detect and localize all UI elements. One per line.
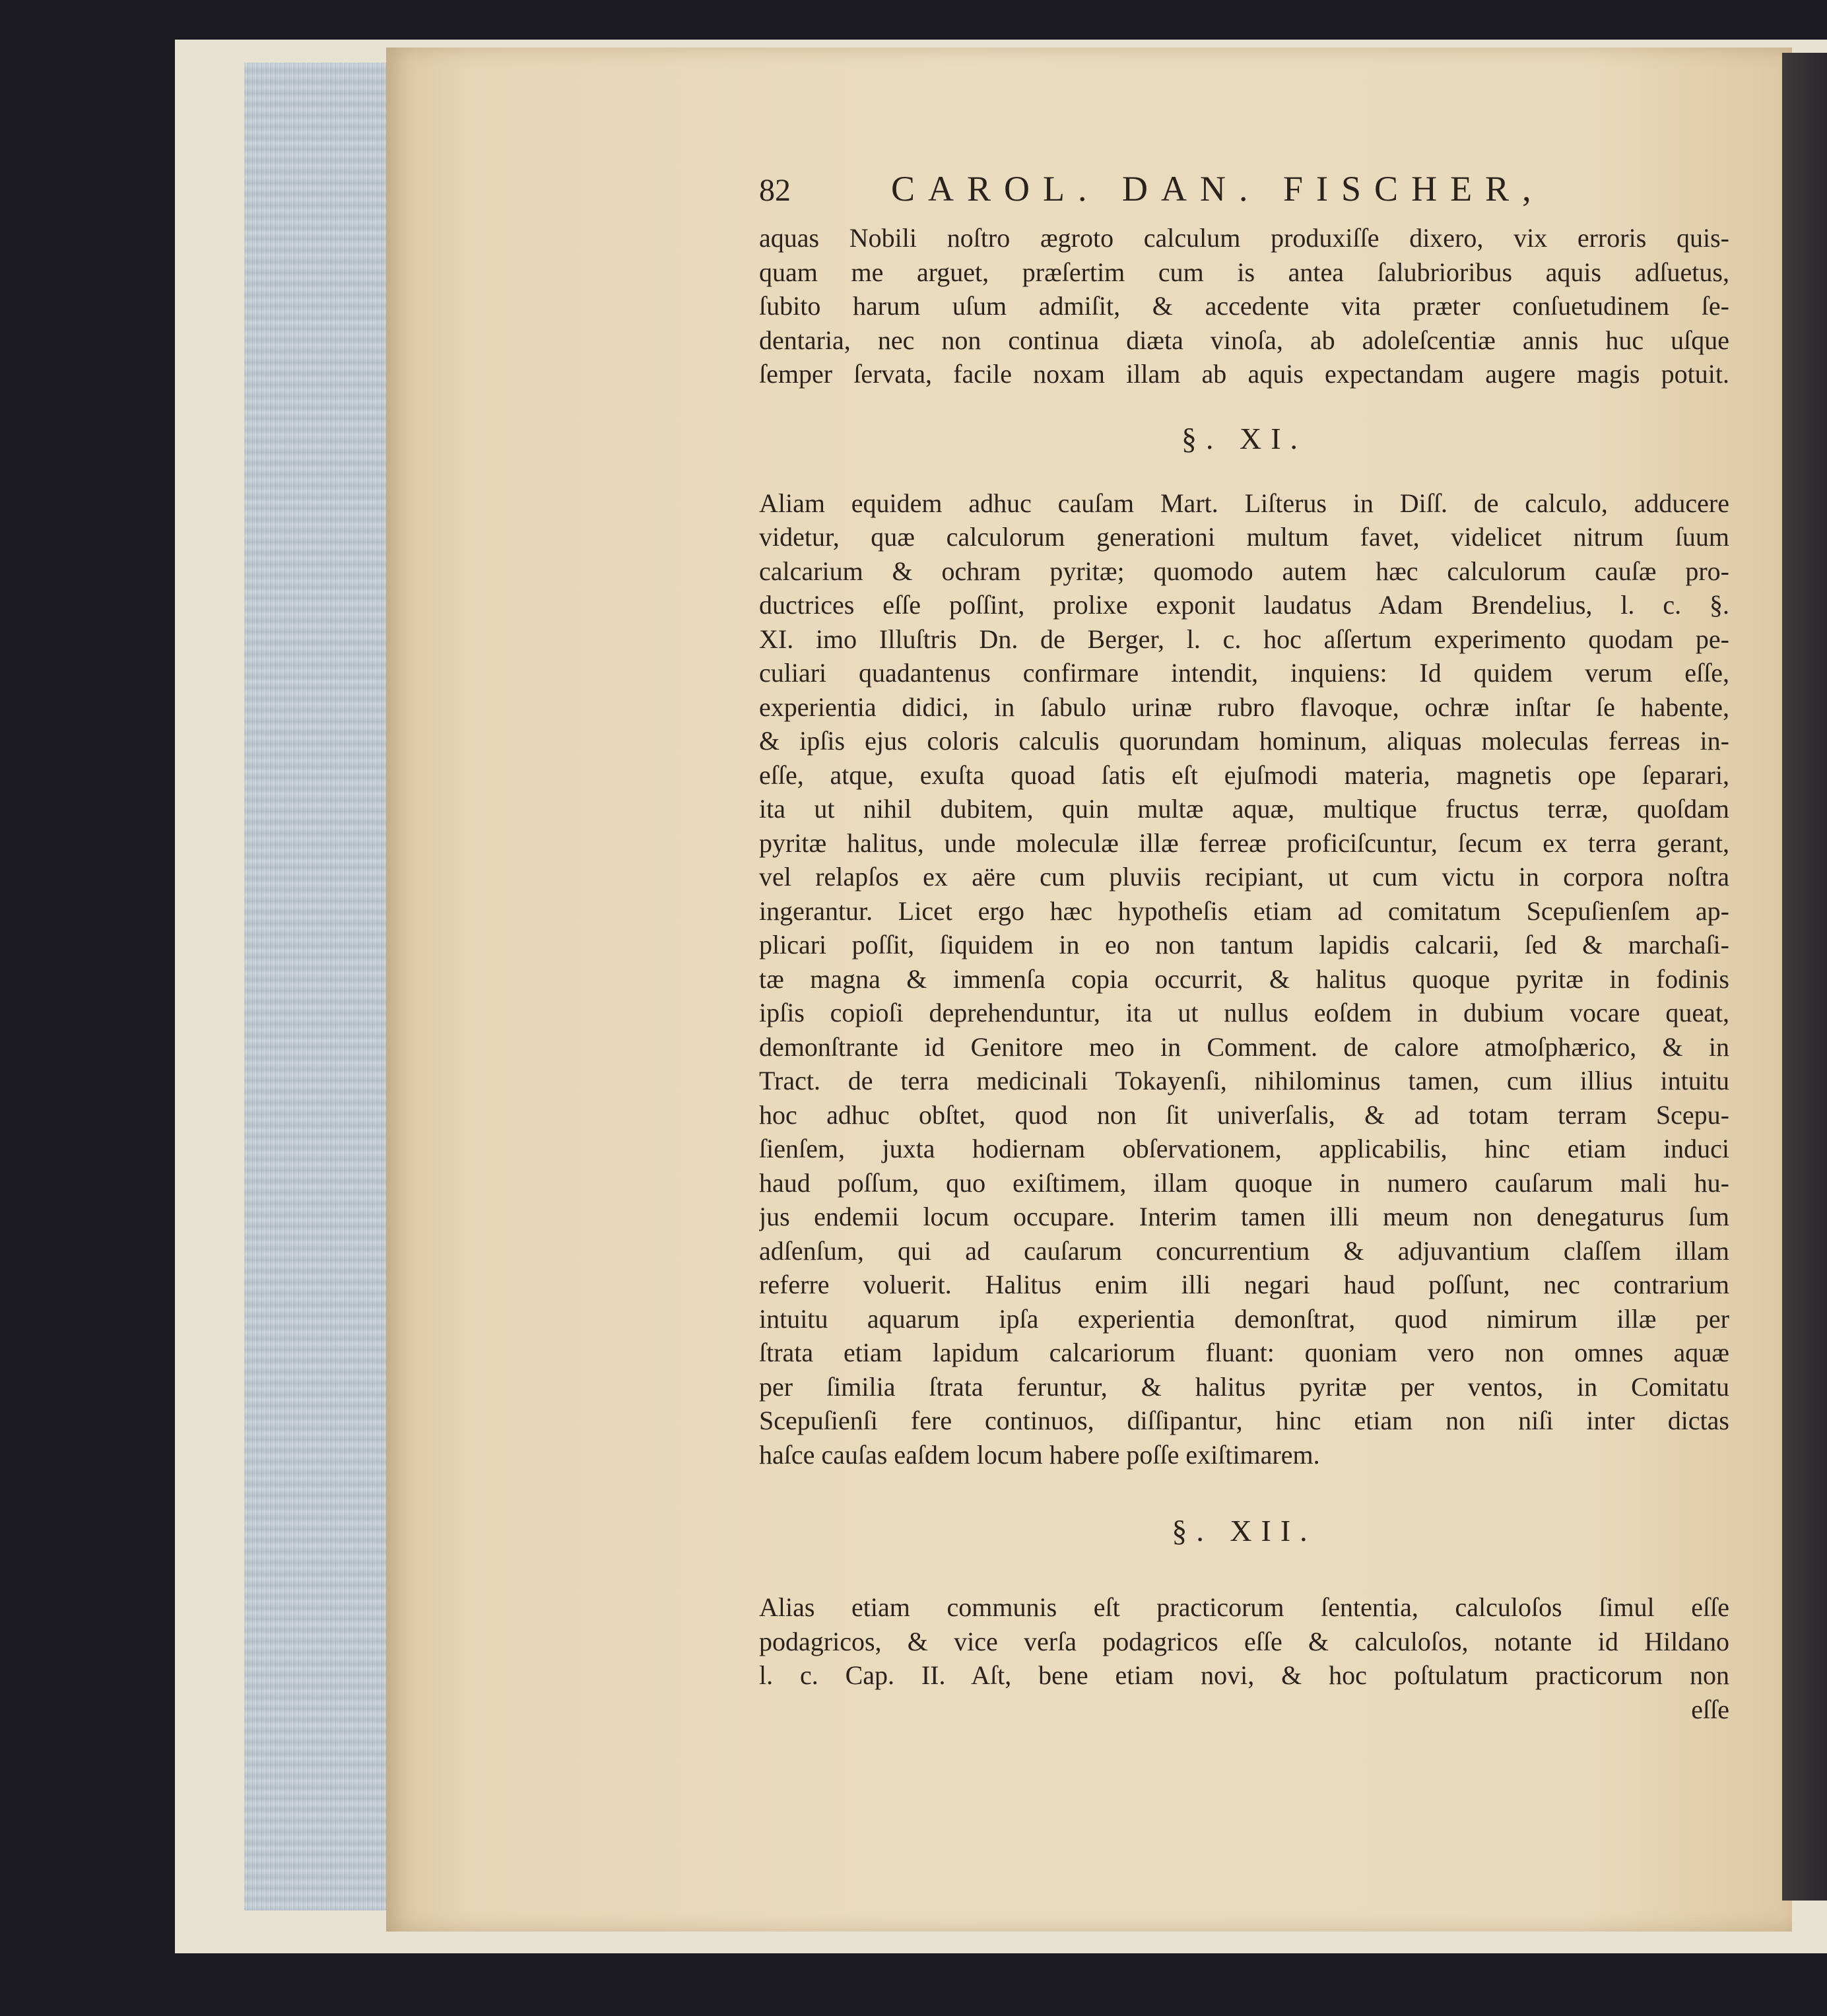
text-line: Alias etiam communis eſt practicorum ſententia, calculoſos ſimul eſſe	[759, 1592, 1729, 1622]
page-number: 82	[759, 173, 791, 208]
text-line: culiari quadantenus confirmare intendit, inquiens: Id quidem verum eſſe,	[759, 658, 1729, 688]
text-block	[759, 168, 1729, 1726]
text-line: eſſe, atque, exuſta quoad ſatis eſt ejuſmodi materia, magnetis ope ſeparari,	[759, 760, 1729, 790]
text-line: l. c. Cap. II. Aſt, bene etiam novi, & hoc poſtulatum practicorum non	[759, 1660, 1729, 1690]
text-line: ductrices eſſe poſſint, prolixe exponit laudatus Adam Brendelius, l. c. §.	[759, 590, 1729, 620]
page-edges	[244, 63, 386, 1910]
text-line: Aliam equidem adhuc cauſam Mart. Liſterus in Diſſ. de calculo, adducere	[759, 488, 1729, 518]
text-line: ita ut nihil dubitem, quin multæ aquæ, multique fructus terræ, quoſdam	[759, 794, 1729, 824]
text-line: quam me arguet, præſertim cum is antea ſalubrioribus aquis adſuetus,	[759, 257, 1729, 287]
text-line: XI. imo Illuſtris Dn. de Berger, l. c. hoc aſſertum experimento quodam pe-	[759, 624, 1729, 654]
text-line: hoc adhuc obſtet, quod non ſit univerſalis, & ad totam terram Scepu-	[759, 1099, 1729, 1130]
text-line: videtur, quæ calculorum generationi multum favet, videlicet nitrum ſuum	[759, 522, 1729, 552]
text-line: per ſimilia ſtrata feruntur, & halitus pyritæ per ventos, in Comitatu	[759, 1371, 1729, 1402]
text-line: tæ magna & immenſa copia occurrit, & halitus quoque pyritæ in fodinis	[759, 963, 1729, 994]
text-line: vel relapſos ex aëre cum pluviis recipiant, ut cum victu in corpora noſtra	[759, 862, 1729, 892]
text-line: ſemper ſervata, facile noxam illam ab aquis expectandam augere magis potuit.	[759, 359, 1729, 389]
text-line: experientia didici, in ſabulo urinæ rubro flavoque, ochræ inſtar ſe habente,	[759, 692, 1729, 722]
text-line: ſienſem, juxta hodiernam obſervationem, applicabilis, hinc etiam induci	[759, 1134, 1729, 1163]
facing-page-edge	[1782, 53, 1827, 1901]
text-line: aquas Nobili noſtro ægroto calculum produxiſſe dixero, vix erroris quis-	[759, 223, 1729, 253]
text-line: & ipſis ejus coloris calculis quorundam hominum, aliquas moleculas ferreas in-	[759, 726, 1729, 756]
text-line: jus endemii locum occupare. Interim tamen illi meum non denegaturus ſum	[759, 1202, 1729, 1231]
text-line: podagricos, & vice verſa podagricos eſſe & calculoſos, notante id Hildano	[759, 1626, 1729, 1656]
text-line: ſubito harum uſum admiſit, & accedente vita præter conſuetudinem ſe-	[759, 291, 1729, 321]
text-line: ingerantur. Licet ergo hæc hypotheſis etiam ad comitatum Scepuſienſem ap-	[759, 895, 1729, 926]
text-line: Tract. de terra medicinali Tokayenſi, nihilominus tamen, cum illius intuitu	[759, 1066, 1729, 1095]
text-line: pyritæ halitus, unde moleculæ illæ ferreæ proficiſcuntur, ſecum ex terra gerant,	[759, 828, 1729, 858]
section-heading-xii: §. XII.	[1172, 1514, 1317, 1547]
text-line: intuitu aquarum ipſa experientia demonſtrat, quod nimirum illæ per	[759, 1303, 1729, 1334]
running-head	[759, 168, 1729, 221]
running-head-title: CAROL. DAN. FISCHER,	[891, 169, 1545, 209]
text-line: haſce cauſas eaſdem locum habere poſſe exiſtimarem.	[759, 1439, 1320, 1470]
section-heading-xi: §. XI.	[1181, 421, 1308, 455]
text-line: referre voluerit. Halitus enim illi negari haud poſſunt, nec contrarium	[759, 1270, 1729, 1299]
text-line: calcarium & ochram pyritæ; quomodo autem hæc calculorum cauſæ pro-	[759, 556, 1729, 586]
text-line: adſenſum, qui ad cauſarum concurrentium & adjuvantium claſſem illam	[759, 1235, 1729, 1266]
text-line: Scepuſienſi fere continuos, diſſipantur, hinc etiam non niſi inter dictas	[759, 1406, 1729, 1435]
text-line: plicari poſſit, ſiquidem in eo non tantum lapidis calcarii, ſed & marchaſi-	[759, 930, 1729, 959]
section-xii-paragraph	[759, 1590, 1729, 1726]
intro-paragraph	[759, 221, 1729, 391]
catchword: eſſe	[1691, 1694, 1729, 1724]
text-line: ipſis copioſi deprehenduntur, ita ut nullus eoſdem in dubium vocare queat,	[759, 998, 1729, 1027]
text-line: demonſtrante id Genitore meo in Comment. de calore atmoſphærico, & in	[759, 1031, 1729, 1062]
section-xi-paragraph	[759, 486, 1729, 1472]
text-line: dentaria, nec non continua diæta vinoſa, ab adoleſcentiæ annis huc uſque	[759, 325, 1729, 355]
text-line: ſtrata etiam lapidum calcariorum fluant: quoniam vero non omnes aquæ	[759, 1338, 1729, 1367]
text-line: haud poſſum, quo exiſtimem, illam quoque in numero cauſarum mali hu-	[759, 1167, 1729, 1198]
